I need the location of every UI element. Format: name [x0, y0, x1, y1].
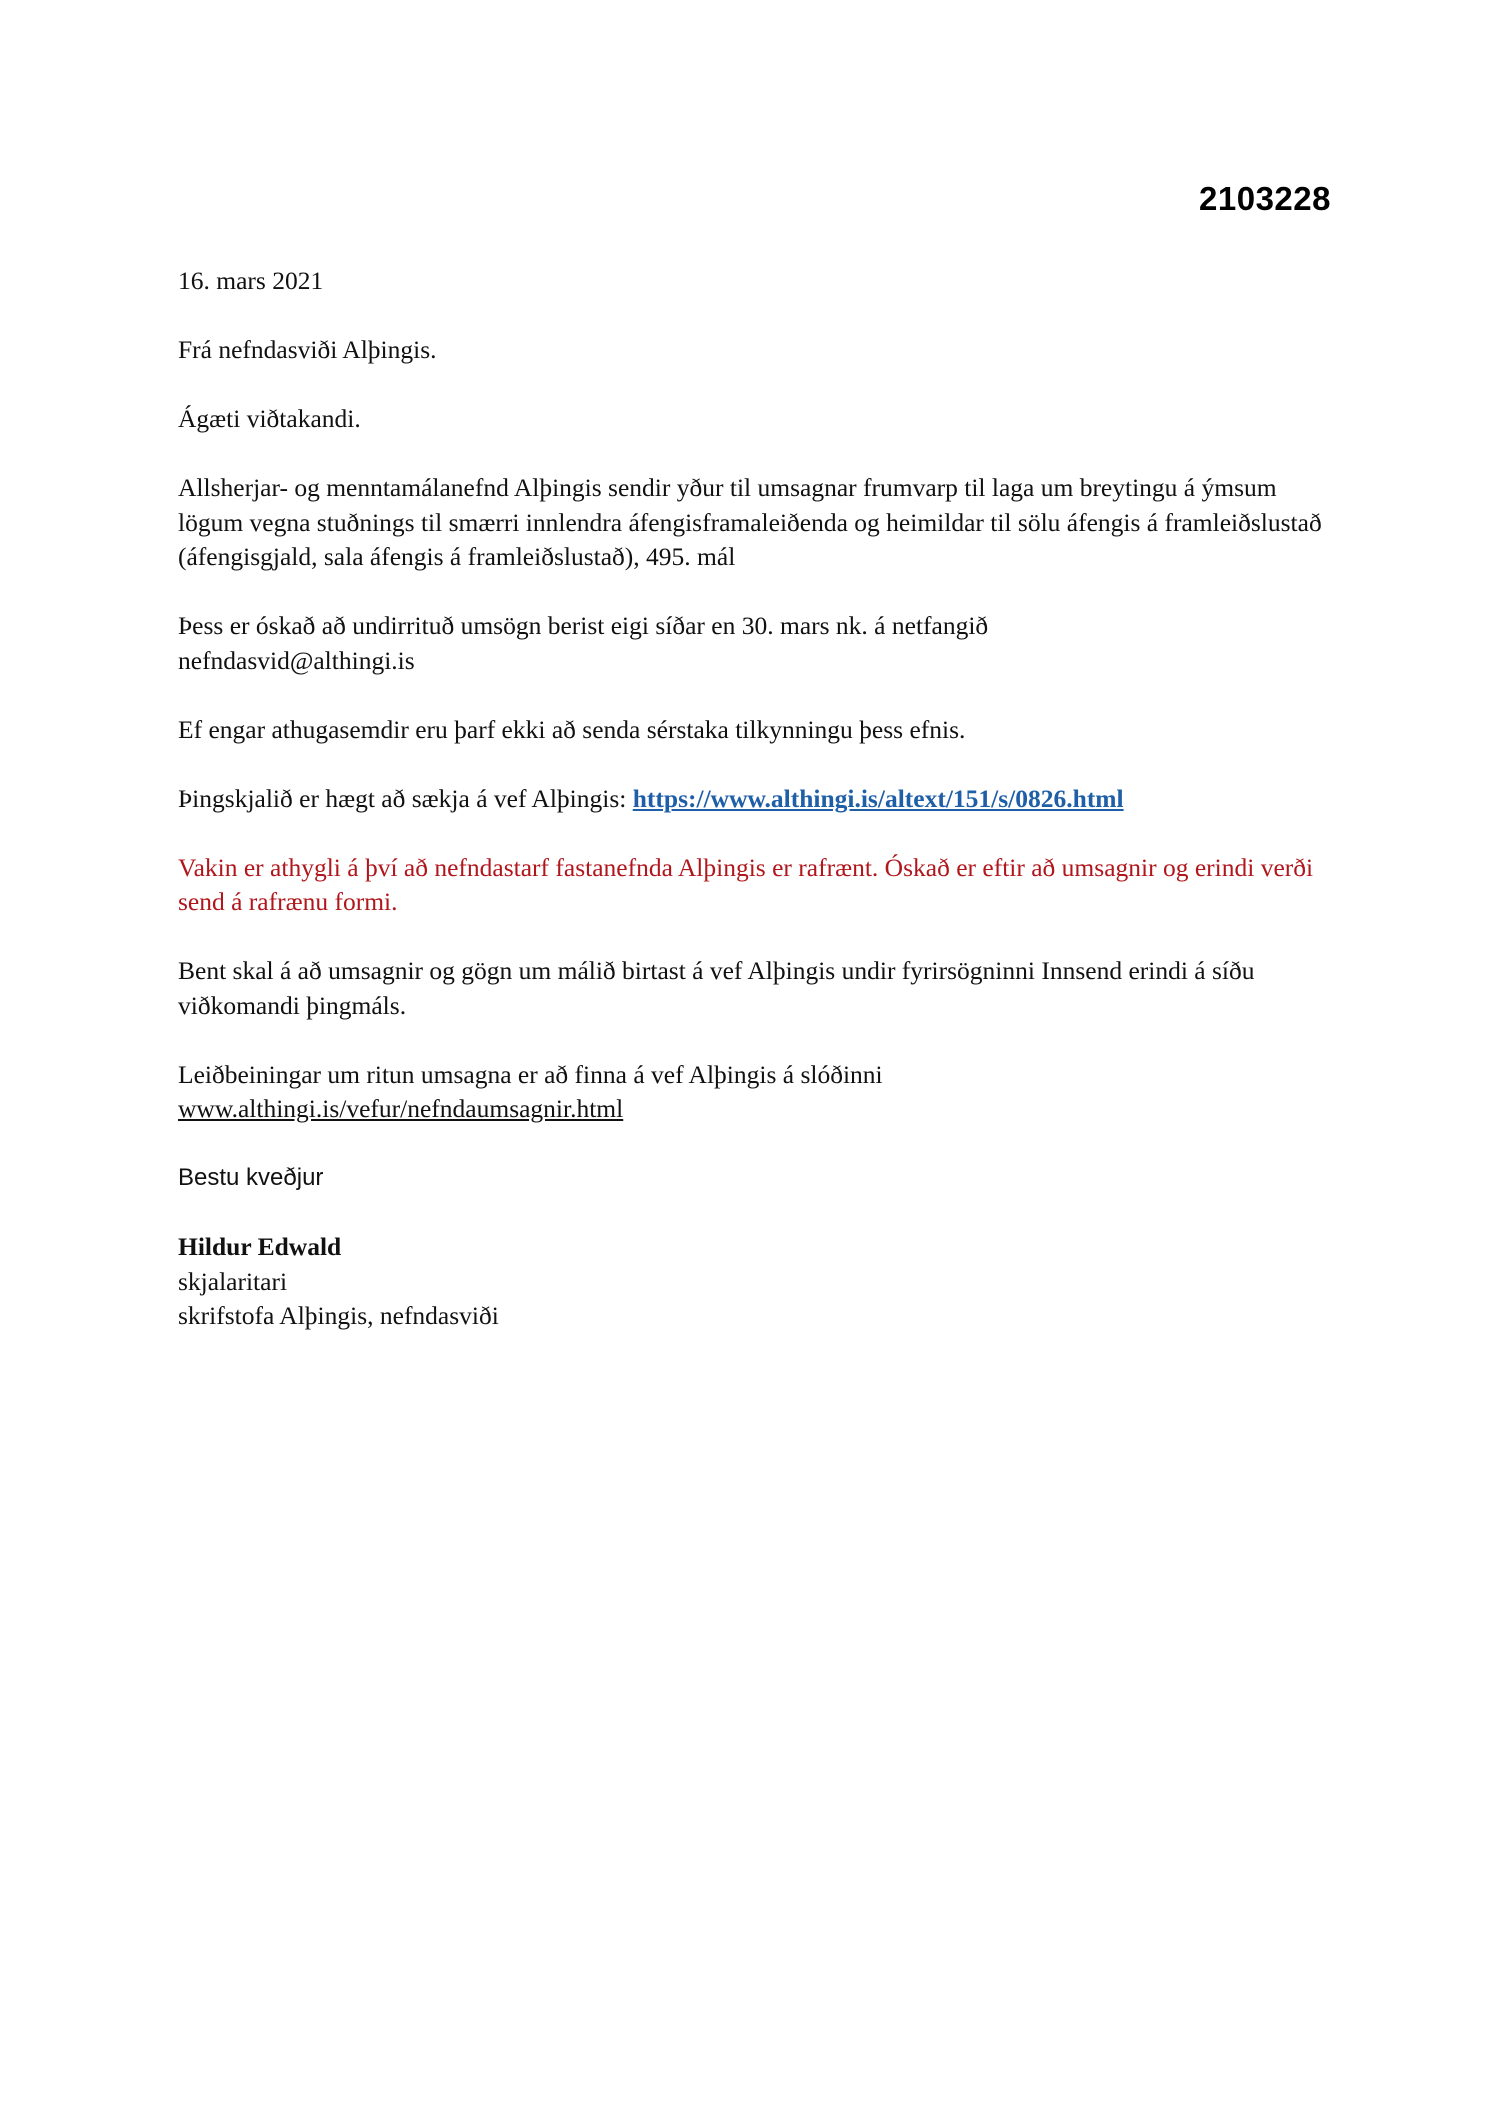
signer-office: skrifstofa Alþingis, nefndasviði [178, 1301, 499, 1330]
guidelines-link[interactable]: www.althingi.is/vefur/nefndaumsagnir.html [178, 1094, 624, 1123]
document-link[interactable]: https://www.althingi.is/altext/151/s/0826.html [632, 783, 1124, 813]
deadline-paragraph [178, 609, 1328, 678]
document-link-label: Þingskjalið er hægt að sækja á vef Alþingis: [178, 783, 633, 813]
signature-block [178, 1230, 1328, 1334]
document-link-paragraph [178, 782, 1328, 817]
closing: Bestu kveðjur [178, 1164, 324, 1191]
guidelines-text: Leiðbeiningar um ritun umsagna er að finna á vef Alþingis á slóðinni [178, 1059, 883, 1089]
letter-body [178, 264, 1328, 1368]
publication-note: Bent skal á að umsagnir og gögn um málið birtast á vef Alþingis undir fyrirsögninni Innsend erindi á síðu viðkomandi þingmáls. [178, 956, 1255, 1020]
document-number: 2103228 [1199, 180, 1331, 217]
letter-salutation: Ágæti viðtakandi. [178, 404, 361, 433]
no-comments-paragraph: Ef engar athugasemdir eru þarf ekki að senda sérstaka tilkynningu þess efnis. [178, 714, 966, 744]
signer-title: skjalaritari [178, 1266, 288, 1296]
letter-from: Frá nefndasviði Alþingis. [178, 335, 437, 364]
deadline-text: Þess er óskað að undirrituð umsögn berist eigi síðar en 30. mars nk. á netfangið [178, 611, 989, 640]
signer-name: Hildur Edwald [178, 1232, 342, 1261]
electronic-notice: Vakin er athygli á því að nefndastarf fastanefnda Alþingis er rafrænt. Óskað er eftir að umsagnir og erindi verði send á rafrænu formi. [178, 852, 1314, 916]
deadline-email: nefndasvid@althingi.is [178, 645, 415, 675]
letter-intro: Allsherjar- og menntamálanefnd Alþingis sendir yður til umsagnar frumvarp til laga um breytingu á ýmsum lögum vegna stuðnings til smærri innlendra áfengisframaleiðenda og heimildar til sölu áfengis á framleiðslustað (áfengisgjald, sala áfengis á framleiðslustað), 495. mál [178, 473, 1322, 571]
letter-date: 16. mars 2021 [178, 266, 324, 295]
guidelines-paragraph [178, 1058, 1328, 1127]
